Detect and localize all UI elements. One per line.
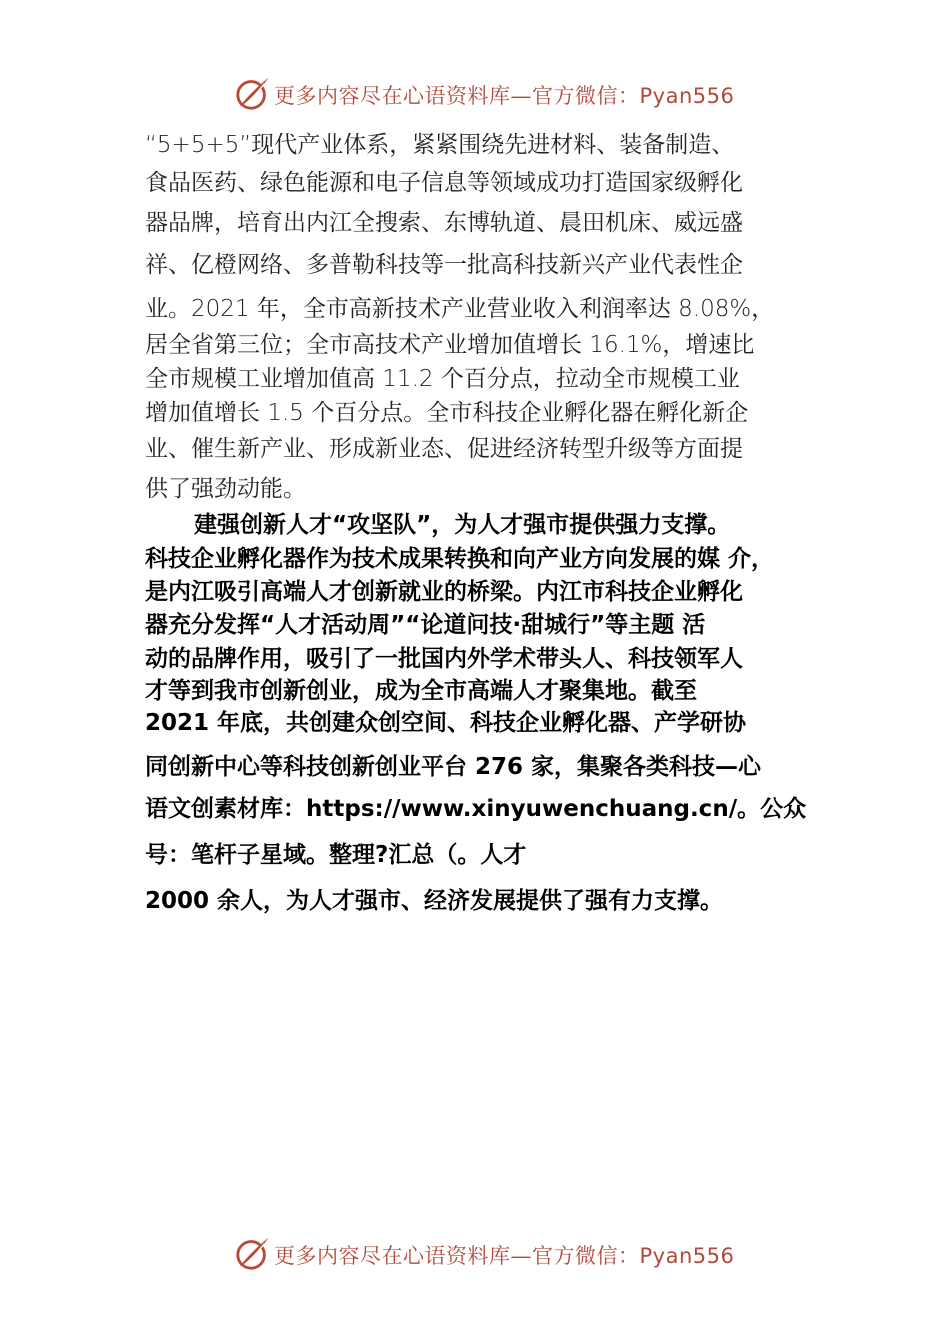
footer-banner bbox=[0, 1232, 950, 1276]
text-line: 业、催生新产业、形成新业态、促进经济转型升级等方面提 bbox=[145, 436, 743, 462]
header-banner-cn: 更多内容尽在心语资料库—官方微信： bbox=[274, 84, 640, 108]
text-line: 科技企业孵化器作为技术成果转换和向产业方向发展的媒 介， bbox=[145, 546, 775, 572]
feather-logo-icon bbox=[234, 74, 272, 112]
text-line: 语文创素材库：https://www.xinyuwenchuang.cn/。公众 bbox=[145, 796, 807, 822]
feather-logo-icon bbox=[234, 1234, 272, 1272]
text-line: 动的品牌作用，吸引了一批国内外学术带头人、科技领军人 bbox=[145, 646, 743, 672]
text-line: 器充分发挥“人才活动周”“论道问技·甜城行”等主题 活 bbox=[145, 612, 706, 638]
text-line: 食品医药、绿色能源和电子信息等领域成功打造国家级孵化 bbox=[145, 170, 743, 196]
header-banner-id: Pyan556 bbox=[639, 84, 735, 108]
text-line: “5+5+5”现代产业体系，紧紧围绕先进材料、装备制造、 bbox=[145, 132, 735, 158]
text-line: 业。2021 年，全市高新技术产业营业收入利润率达 8.08%， bbox=[145, 296, 775, 322]
text-line: 才等到我市创新创业，成为全市高端人才聚集地。截至 bbox=[145, 678, 697, 704]
header-banner bbox=[0, 72, 950, 116]
text-line: 增加值增长 1.5 个百分点。全市科技企业孵化器在孵化新企 bbox=[145, 400, 749, 426]
text-line: 居全省第三位；全市高技术产业增加值增长 16.1%，增速比 bbox=[145, 332, 755, 358]
text-line: 号：笔杆子星域。整理?汇总（。人才 bbox=[145, 842, 527, 868]
text-line: 是内江吸引高端人才创新就业的桥梁。内江市科技企业孵化 bbox=[145, 579, 743, 605]
footer-banner-cn: 更多内容尽在心语资料库—官方微信： bbox=[274, 1244, 640, 1268]
text-line: 全市规模工业增加值高 11.2 个百分点，拉动全市规模工业 bbox=[145, 366, 740, 392]
text-line: 供了强劲动能。 bbox=[145, 476, 306, 502]
footer-banner-id: Pyan556 bbox=[639, 1244, 735, 1268]
text-line: 祥、亿橙网络、多普勒科技等一批高科技新兴产业代表性企 bbox=[145, 252, 743, 278]
text-line: 2000 余人，为人才强市、经济发展提供了强有力支撑。 bbox=[145, 888, 724, 914]
header-banner-text bbox=[274, 80, 734, 110]
text-line: 同创新中心等科技创新创业平台 276 家，集聚各类科技—心 bbox=[145, 754, 762, 780]
footer-banner-text bbox=[274, 1240, 734, 1270]
text-line: 器品牌，培育出内江全搜索、东博轨道、晨田机床、威远盛 bbox=[145, 210, 743, 236]
text-line: 2021 年底，共创建众创空间、科技企业孵化器、产学研协 bbox=[145, 710, 747, 736]
paragraph-heading: 建强创新人才“攻坚队”，为人才强市提供强力支撑。 bbox=[194, 512, 731, 538]
